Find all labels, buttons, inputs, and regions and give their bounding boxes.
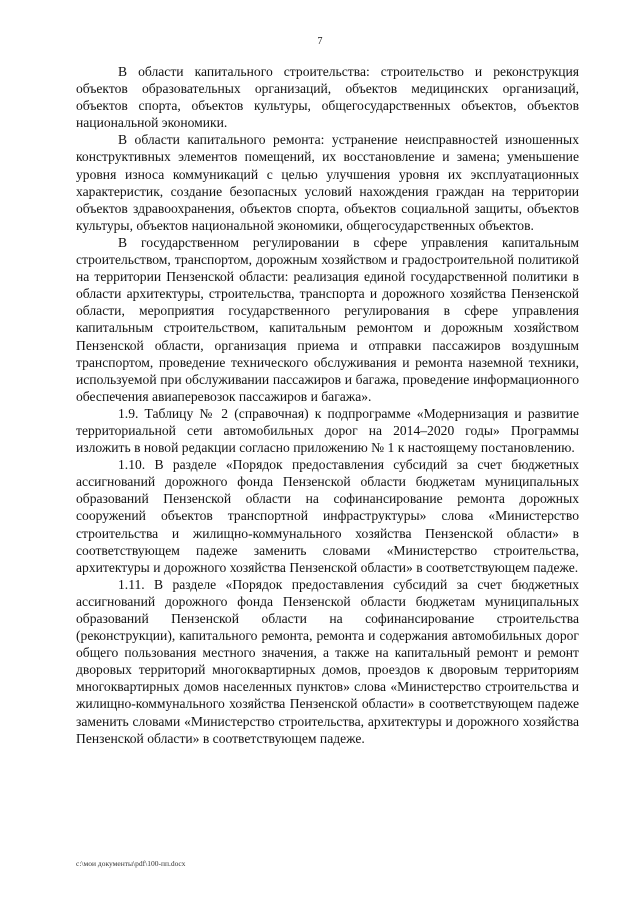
paragraph-capital-construction: В области капитального строительства: строительство и реконструкция объектов образовательных организаций, объектов медицинских организаций, объектов спорта, объектов культуры, общегосударственных объектов, объектов национальной экономики. [76, 64, 579, 131]
paragraph-item-1-11: 1.11. В разделе «Порядок предоставления субсидий за счет бюджетных ассигнований дорожного фонда Пензенской области бюджетам муниципальных образований Пензенской области на софинансирование строительства (реконструкции), капитального ремонта, ремонта и содержания автомобильных дорог общего пользования местного значения, а также на капитальный ремонт и ремонт дворовых территорий многоквартирных домов, проездов к дворовым территориям многоквартирных домов населенных пунктов» слова «Министерство строительства и жилищно-коммунального хозяйства Пензенской области» в соответствующем падеже заменить словами «Министерство строительства, архитектуры и дорожного хозяйства Пензенской области» в соответствующем падеже. [76, 576, 579, 746]
paragraph-item-1-10: 1.10. В разделе «Порядок предоставления субсидий за счет бюджетных ассигнований дорожного фонда Пензенской области бюджетам муниципальных образований Пензенской области на софинансирование ремонта дорожных сооружений объектов транспортной инфраструктуры» слова «Министерство строительства и жилищно-коммунального хозяйства Пензенской области» в соответствующем падеже заменить словами «Министерство строительства, архитектуры и дорожного хозяйства Пензенской области» в соответствующем падеже. [76, 457, 579, 575]
document-body [76, 63, 579, 747]
paragraph-item-1-9: 1.9. Таблицу № 2 (справочная) к подпрограмме «Модернизация и развитие территориальной сети автомобильных дорог на 2014–2020 годы» Программы изложить в новой редакции согласно приложению № 1 к настоящему постановлению. [76, 405, 579, 456]
footer-file-path: c:\мои документы\pdf\100-пп.docx [76, 859, 186, 868]
paragraph-state-regulation: В государственном регулировании в сфере управления капитальным строительством, транспортом, дорожным хозяйством и градостроительной политикой на территории Пензенской области: реализация единой государственной политики в области архитектуры, строительства, транспорта и дорожного хозяйства Пензенской области, мероприятия государственного регулирования в сфере управления капитальным строительством, капитальным ремонтом и дорожным хозяйством Пензенской области, организация приема и отправки пассажиров воздушным транспортом, проведение технического обслуживания и ремонта наземной техники, используемой при обслуживании пассажиров и багажа, проведение информационного обеспечения авиаперевозок пассажиров и багажа». [76, 234, 579, 404]
page-number: 7 [317, 36, 323, 47]
paragraph-capital-repair: В области капитального ремонта: устранение неисправностей изношенных конструктивных элементов помещений, их восстановление и замена; уменьшение уровня износа коммуникаций с целью улучшения уровня их эксплуатационных характеристик, создание безопасных условий нахождения граждан на территории объектов здравоохранения, объектов спорта, объектов социальной защиты, объектов культуры, объектов национальной экономики, общегосударственных объектов. [76, 132, 579, 233]
